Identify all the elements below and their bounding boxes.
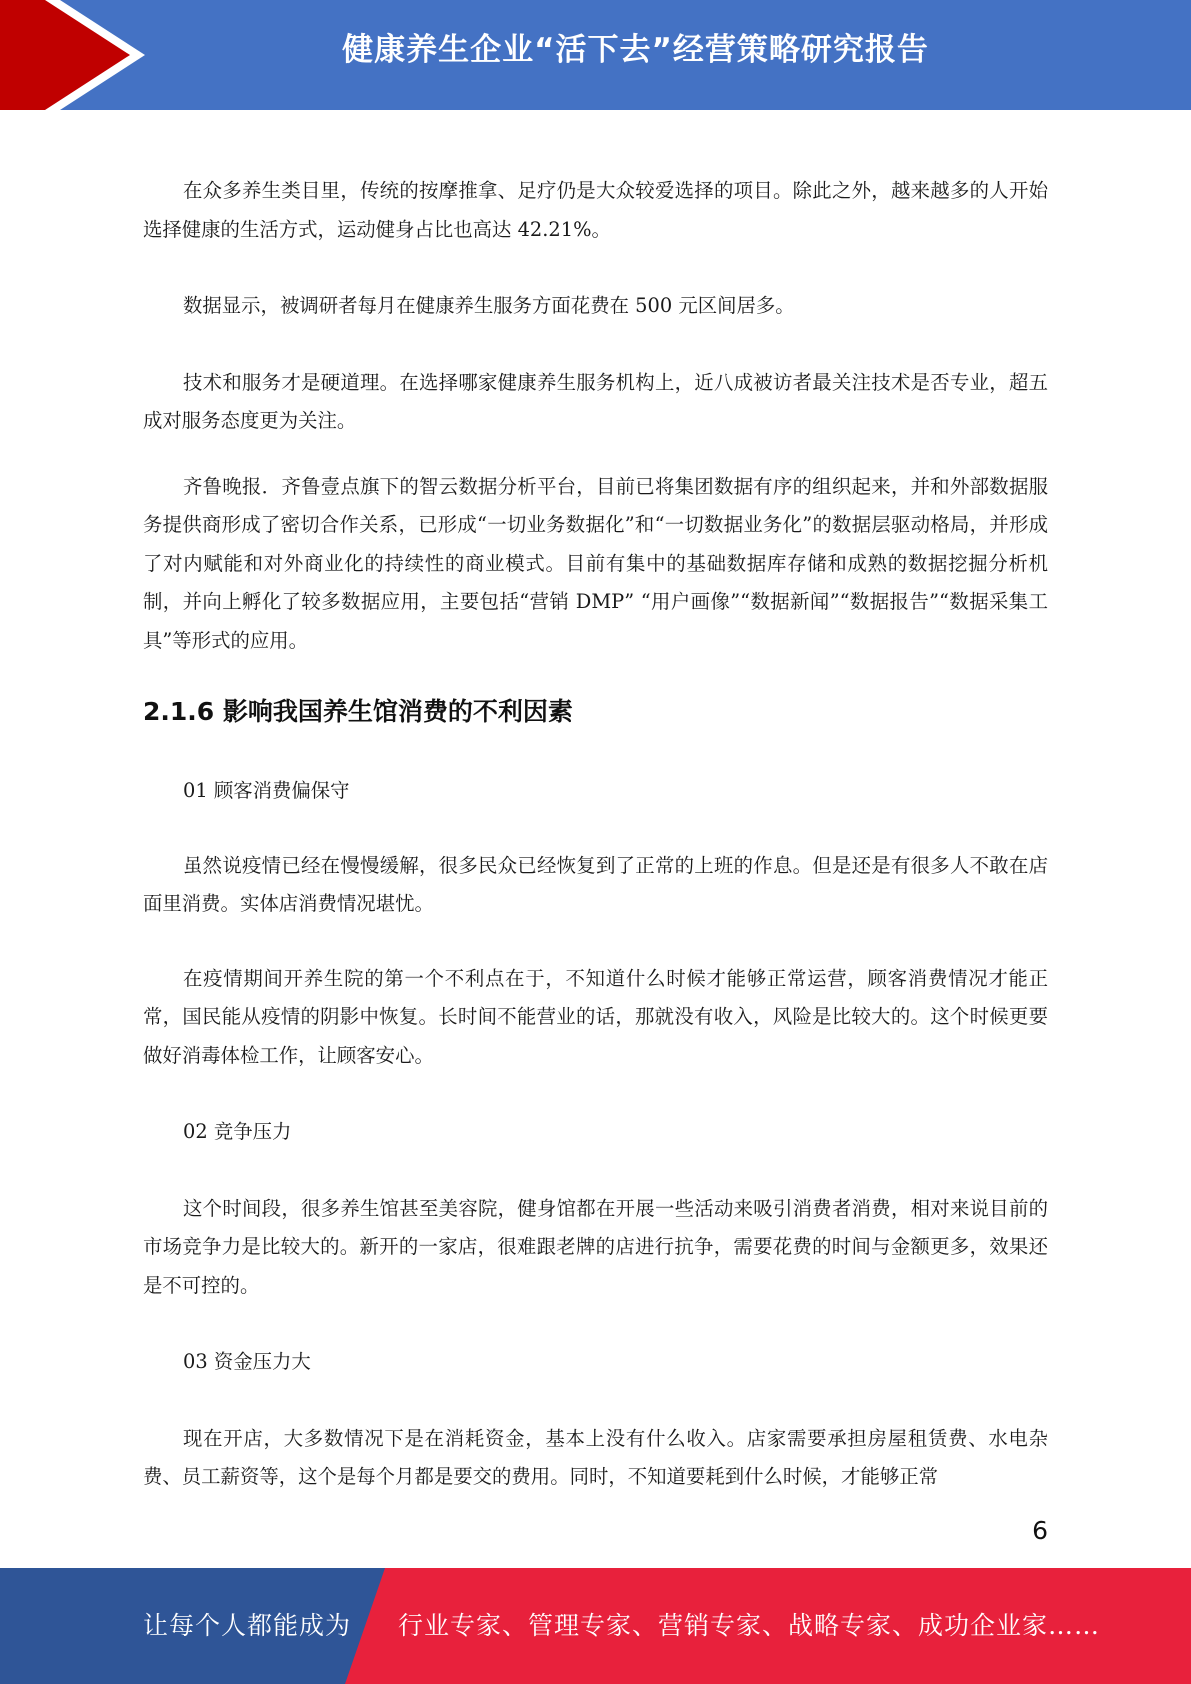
paragraph: 齐鲁晚报．齐鲁壹点旗下的智云数据分析平台，目前已将集团数据有序的组织起来，并和外部数据服务提供商形成了密切合作关系，已形成“一切业务数据化”和“一切数据业务化”的数据层驱动格局，并形成了对内赋能和对外商业化的持续性的商业模式。目前有集中的基础数据库存储和成熟的数据挖掘分析机制，并向上孵化了较多数据应用，主要包括“营销 DMP” “用户画像”“数据新闻”“数据报告”“数据采集工具”等形式的应用。: [143, 474, 1048, 652]
main-content: [143, 172, 1048, 1497]
footer-slogan-left: 让每个人都能成为: [143, 1611, 352, 1640]
paragraph: 虽然说疫情已经在慢慢缓解，很多民众已经恢复到了正常的上班的作息。但是还是有很多人不敢在店面里消费。实体店消费情况堪忧。: [143, 853, 1048, 915]
paragraph: 数据显示，被调研者每月在健康养生服务方面花费在 500 元区间居多。: [183, 294, 795, 317]
paragraph: 现在开店，大多数情况下是在消耗资金，基本上没有什么收入。店家需要承担房屋租赁费、水电杂费、员工薪资等，这个是每个月都是要交的费用。同时，不知道要耗到什么时候，才能够正常: [143, 1426, 1048, 1488]
page-number: 6: [1032, 1516, 1048, 1545]
page-footer: [0, 1568, 1191, 1684]
page-header: [0, 0, 1191, 110]
paragraph: 这个时间段，很多养生馆甚至美容院，健身馆都在开展一些活动来吸引消费者消费，相对来说目前的市场竞争力是比较大的。新开的一家店，很难跟老牌的店进行抗争，需要花费的时间与金额更多，效果还是不可控的。: [143, 1196, 1048, 1297]
subsection-label: 02 竞争压力: [183, 1120, 292, 1143]
subsection-label: 01 顾客消费偏保守: [183, 779, 350, 802]
section-heading: 2.1.6 影响我国养生馆消费的不利因素: [143, 697, 573, 726]
paragraph: 在众多养生类目里，传统的按摩推拿、足疗仍是大众较爱选择的项目。除此之外，越来越多的人开始选择健康的生活方式，运动健身占比也高达 42.21%。: [143, 179, 1048, 241]
subsection-label: 03 资金压力大: [183, 1350, 311, 1373]
paragraph: 在疫情期间开养生院的第一个不利点在于，不知道什么时候才能够正常运营，顾客消费情况才能正常，国民能从疫情的阴影中恢复。长时间不能营业的话，那就没有收入，风险是比较大的。这个时候更要做好消毒体检工作，让顾客安心。: [143, 966, 1048, 1067]
report-title: 健康养生企业“活下去”经营策略研究报告: [342, 32, 929, 68]
footer-slogan-right: 行业专家、管理专家、营销专家、战略专家、成功企业家……: [398, 1611, 1101, 1640]
paragraph: 技术和服务才是硬道理。在选择哪家健康养生服务机构上，近八成被访者最关注技术是否专业，超五成对服务态度更为关注。: [143, 370, 1048, 432]
